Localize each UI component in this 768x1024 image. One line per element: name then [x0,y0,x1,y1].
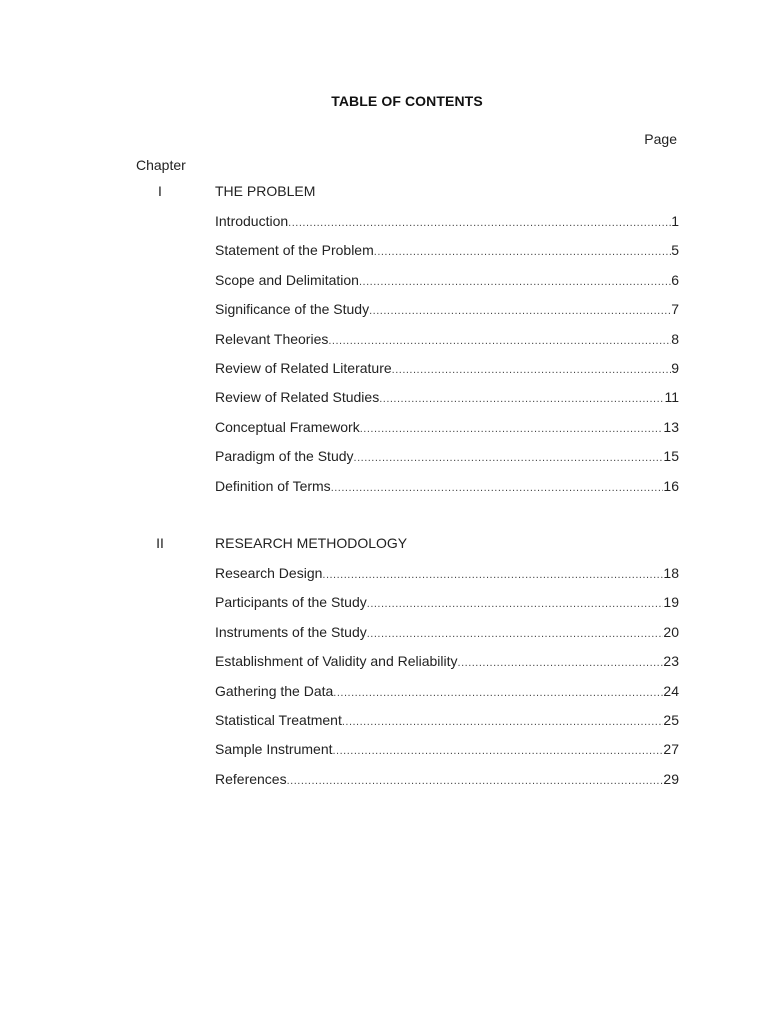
toc-entry[interactable] [215,272,679,301]
toc-entry-title: Review of Related Literature [215,359,392,376]
toc-entry[interactable] [215,419,679,448]
toc-entry[interactable] [215,301,679,330]
toc-entry[interactable] [215,360,679,389]
toc-entry[interactable] [215,448,679,477]
dot-leader [367,598,664,610]
toc-entry-page: 18 [663,565,679,581]
toc-entry-title: Participants of the Study [215,594,367,611]
dot-leader [322,569,663,581]
toc-entry[interactable] [215,771,679,800]
toc-entry[interactable] [215,478,679,507]
toc-entry-page: 27 [663,741,679,758]
toc-entry[interactable] [215,242,679,271]
toc-entry-title: References [215,770,287,787]
toc-entry-page: 20 [663,623,679,640]
toc-entry[interactable] [215,683,679,712]
toc-entry-title: Relevant Theories [215,330,329,347]
toc-entry-page: 15 [663,448,679,465]
toc-entry-title: Gathering the Data [215,682,334,699]
dot-leader [331,482,664,494]
toc-entry[interactable] [215,712,679,741]
chapter-number: II [156,535,164,551]
toc-entry-page: 16 [663,477,679,494]
toc-entry-title: Paradigm of the Study [215,448,354,465]
toc-entry-title: Conceptual Framework [215,418,360,435]
dot-leader [367,628,664,640]
toc-entry[interactable] [215,653,679,682]
toc-entry-page: 5 [671,242,679,259]
toc-entry-list [215,213,679,507]
chapter-name: THE PROBLEM [215,183,316,199]
dot-leader [392,364,672,376]
page-title: TABLE OF CONTENTS [331,93,483,109]
page-column-label: Page [644,131,677,147]
toc-entry[interactable] [215,565,679,594]
dot-leader [288,217,671,229]
toc-entry-page: 11 [664,389,679,406]
toc-entry-title: Statistical Treatment [215,711,342,728]
toc-entry[interactable] [215,213,679,242]
chapter-section-1 [0,183,768,494]
toc-entry-title: Research Design [215,565,323,581]
chapter-column-label: Chapter [136,157,186,173]
toc-entry[interactable] [215,331,679,360]
chapter-heading [0,535,768,555]
toc-entry[interactable] [215,624,679,653]
chapter-section-2 [0,535,768,787]
chapter-name: RESEARCH METHODOLOGY [215,535,408,551]
toc-entry[interactable] [215,594,679,623]
toc-entry-title: Significance of the Study [215,301,370,318]
dot-leader [458,657,664,669]
toc-entry-title: Sample Instrument [215,741,333,758]
chapter-number: I [158,183,162,199]
toc-entry-page: 19 [663,594,679,611]
dot-leader [354,452,664,464]
toc-entry-page: 23 [663,653,679,670]
toc-entry-page: 24 [663,682,679,699]
toc-entry-page: 7 [671,301,679,318]
dot-leader [374,246,671,258]
dot-leader [359,276,671,288]
chapter-heading [0,183,768,203]
dot-leader [342,716,664,728]
toc-entry-title: Statement of the Problem [215,242,374,259]
dot-leader [333,687,663,699]
toc-entry-page: 8 [671,330,679,347]
dot-leader [379,393,664,405]
dot-leader [328,335,671,347]
toc-entry[interactable] [215,741,679,770]
toc-entry-page: 6 [671,271,679,288]
toc-entry-page: 13 [663,418,679,435]
toc-entry-page: 25 [663,711,679,728]
toc-entry-page: 9 [671,359,679,376]
toc-entry-title: Introduction [215,213,289,229]
toc-entry-list [215,565,679,800]
dot-leader [360,423,664,435]
toc-entry-title: Review of Related Studies [215,389,380,406]
dot-leader [287,775,664,787]
toc-entry-title: Definition of Terms [215,477,331,494]
toc-entry-page: 1 [671,213,679,229]
toc-entry-title: Scope and Delimitation [215,271,359,288]
dot-leader [333,745,664,757]
dot-leader [369,305,671,317]
toc-entry-title: Instruments of the Study [215,623,367,640]
toc-entry-title: Establishment of Validity and Reliability [215,653,458,670]
toc-entry-page: 29 [663,770,679,787]
toc-entry[interactable] [215,389,679,418]
